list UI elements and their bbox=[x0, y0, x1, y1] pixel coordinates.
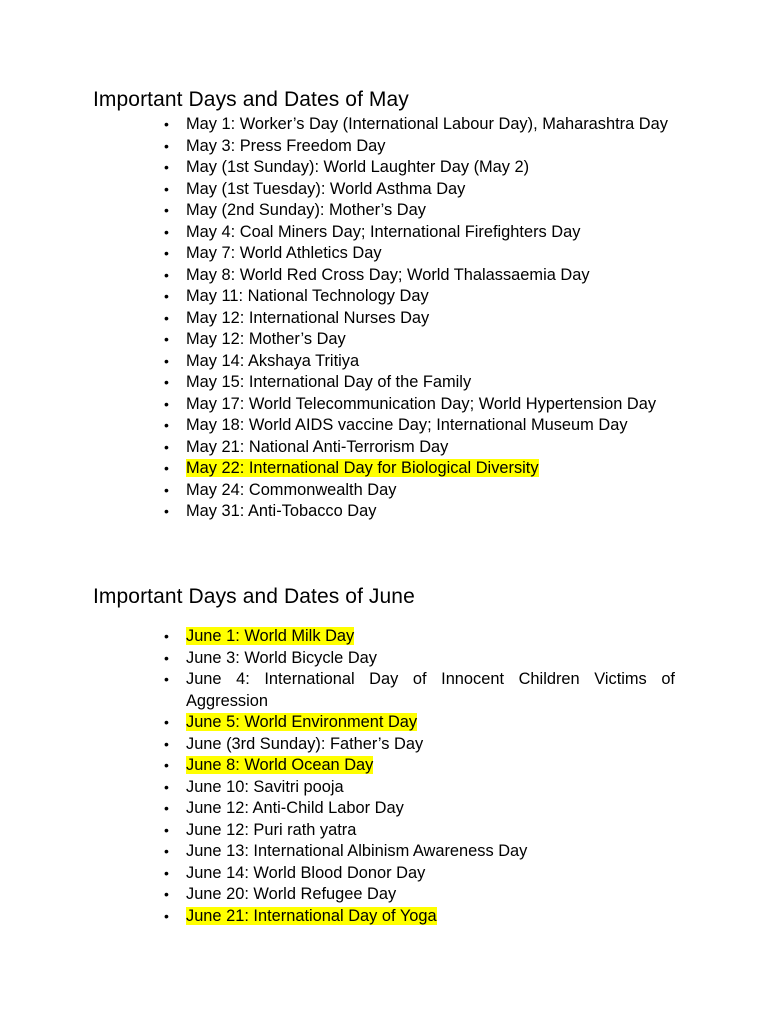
bullet-icon: • bbox=[164, 352, 169, 369]
june-date-text: June 4: International Day of Innocent Children Victims of Aggression bbox=[186, 670, 675, 710]
june-date-text: June 3: World Bicycle Day bbox=[186, 648, 377, 667]
june-date-item bbox=[160, 863, 675, 885]
may-date-text: May (2nd Sunday): Mother’s Day bbox=[186, 201, 426, 219]
bullet-icon: • bbox=[164, 757, 169, 773]
may-date-text: May 21: National Anti-Terrorism Day bbox=[186, 437, 449, 456]
bullet-icon: • bbox=[164, 503, 169, 519]
june-date-item bbox=[160, 626, 675, 648]
bullet-icon: • bbox=[164, 374, 169, 390]
bullet-icon: • bbox=[164, 671, 169, 687]
may-date-item bbox=[160, 415, 675, 437]
june-date-text-highlighted: June 8: World Ocean Day bbox=[186, 756, 374, 774]
june-dates-list bbox=[160, 626, 675, 927]
bullet-icon: • bbox=[164, 843, 169, 859]
bullet-icon: • bbox=[164, 116, 169, 132]
may-date-item bbox=[160, 480, 675, 502]
bullet-icon: • bbox=[164, 180, 169, 197]
may-date-item bbox=[160, 372, 675, 394]
june-date-text: June (3rd Sunday): Father’s Day bbox=[186, 734, 424, 753]
june-date-item bbox=[160, 820, 675, 842]
may-date-item bbox=[160, 243, 675, 265]
bullet-icon: • bbox=[164, 864, 169, 881]
may-date-item bbox=[160, 394, 675, 416]
bullet-icon: • bbox=[164, 800, 169, 816]
bullet-icon: • bbox=[164, 714, 169, 730]
june-date-item bbox=[160, 648, 675, 670]
may-date-text: May 17: World Telecommunication Day; World Hypertension Day bbox=[186, 394, 657, 413]
may-date-text: May 12: International Nurses Day bbox=[186, 308, 430, 327]
june-date-text: June 12: Puri rath yatra bbox=[186, 820, 357, 839]
may-date-text: May 4: Coal Miners Day; International Firefighters Day bbox=[186, 222, 581, 241]
may-date-text: May 12: Mother’s Day bbox=[186, 330, 346, 348]
may-date-text: May 14: Akshaya Tritiya bbox=[186, 351, 360, 370]
bullet-icon: • bbox=[164, 438, 169, 455]
bullet-icon: • bbox=[164, 223, 169, 240]
bullet-icon: • bbox=[164, 821, 169, 838]
bullet-icon: • bbox=[164, 202, 169, 218]
may-date-text-highlighted: May 22: International Day for Biological Diversity bbox=[186, 459, 539, 477]
june-date-item bbox=[160, 755, 675, 777]
june-date-text: June 12: Anti-Child Labor Day bbox=[186, 799, 404, 817]
bullet-icon: • bbox=[164, 778, 169, 795]
bullet-icon: • bbox=[164, 331, 169, 347]
bullet-icon: • bbox=[164, 735, 169, 752]
may-date-text: May (1st Tuesday): World Asthma Day bbox=[186, 179, 466, 198]
may-date-text: May 7: World Athletics Day bbox=[186, 244, 382, 262]
may-date-item bbox=[160, 179, 675, 201]
may-date-item bbox=[160, 136, 675, 158]
bullet-icon: • bbox=[164, 907, 169, 924]
june-date-item bbox=[160, 884, 675, 906]
may-date-item bbox=[160, 437, 675, 459]
june-date-item bbox=[160, 712, 675, 734]
june-date-text-highlighted: June 1: World Milk Day bbox=[186, 627, 355, 645]
june-date-item bbox=[160, 669, 675, 712]
bullet-icon: • bbox=[164, 245, 169, 261]
bullet-icon: • bbox=[164, 460, 169, 476]
bullet-icon: • bbox=[164, 886, 169, 902]
june-date-text-highlighted: June 21: International Day of Yoga bbox=[186, 906, 437, 925]
may-date-text: May 15: International Day of the Family bbox=[186, 373, 472, 391]
may-date-text: May 3: Press Freedom Day bbox=[186, 136, 386, 155]
may-date-item bbox=[160, 351, 675, 373]
june-date-text: June 10: Savitri pooja bbox=[186, 777, 344, 796]
bullet-icon: • bbox=[164, 266, 169, 283]
june-date-text: June 14: World Blood Donor Day bbox=[186, 863, 426, 882]
june-date-text-highlighted: June 5: World Environment Day bbox=[186, 713, 418, 731]
may-date-text: May 18: World AIDS vaccine Day; International Museum Day bbox=[186, 416, 628, 434]
may-date-text: May 11: National Technology Day bbox=[186, 287, 429, 305]
may-date-item bbox=[160, 157, 675, 179]
june-date-text: June 13: International Albinism Awareness Day bbox=[186, 842, 528, 860]
may-date-text: May 24: Commonwealth Day bbox=[186, 480, 397, 499]
bullet-icon: • bbox=[164, 137, 169, 154]
may-date-item bbox=[160, 114, 675, 136]
bullet-icon: • bbox=[164, 628, 169, 644]
may-date-item bbox=[160, 286, 675, 308]
june-date-item bbox=[160, 841, 675, 863]
bullet-icon: • bbox=[164, 395, 169, 412]
june-date-text: June 20: World Refugee Day bbox=[186, 885, 397, 903]
may-date-item bbox=[160, 329, 675, 351]
june-date-item bbox=[160, 734, 675, 756]
june-date-item bbox=[160, 906, 675, 928]
may-date-text: May (1st Sunday): World Laughter Day (May 2) bbox=[186, 158, 530, 176]
bullet-icon: • bbox=[164, 309, 169, 326]
may-dates-list bbox=[160, 114, 675, 523]
june-date-item bbox=[160, 798, 675, 820]
bullet-icon: • bbox=[164, 288, 169, 304]
may-date-text: May 8: World Red Cross Day; World Thalassaemia Day bbox=[186, 265, 590, 284]
bullet-icon: • bbox=[164, 649, 169, 666]
may-date-text: May 31: Anti-Tobacco Day bbox=[186, 502, 377, 520]
may-date-item bbox=[160, 458, 675, 480]
may-date-item bbox=[160, 265, 675, 287]
may-date-item bbox=[160, 308, 675, 330]
bullet-icon: • bbox=[164, 159, 169, 175]
may-section-heading: Important Days and Dates of May bbox=[93, 88, 409, 111]
june-date-item bbox=[160, 777, 675, 799]
bullet-icon: • bbox=[164, 481, 169, 498]
may-date-item bbox=[160, 222, 675, 244]
may-date-text: May 1: Worker’s Day (International Labour Day), Maharashtra Day bbox=[186, 115, 668, 133]
may-date-item bbox=[160, 501, 675, 523]
bullet-icon: • bbox=[164, 417, 169, 433]
june-section-heading: Important Days and Dates of June bbox=[93, 585, 415, 608]
may-date-item bbox=[160, 200, 675, 222]
